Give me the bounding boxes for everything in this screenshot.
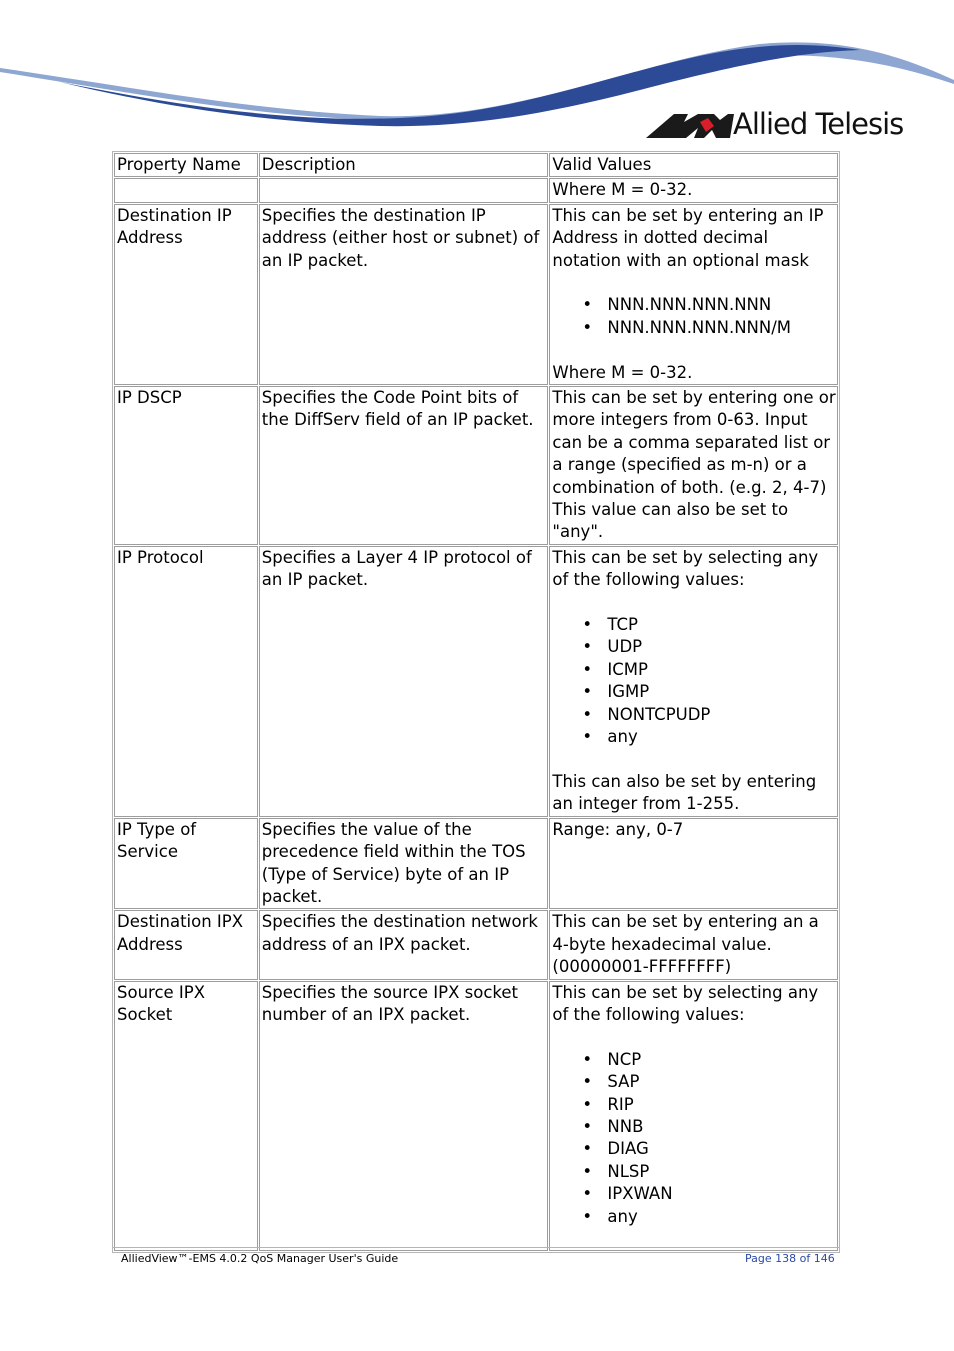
- table-row: [114, 981, 838, 1251]
- description-cell: Specifies the destination IP address (either host or subnet) of an IP packet.: [259, 204, 549, 385]
- valid-values-text: This can be set by entering one or more integers from 0-63. Input can be a comma separated list or a range (specified as m-n) or a combination of both. (e.g. 2, 4-7) This value can also be set to "any".: [552, 388, 836, 542]
- valid-values-cell: [549, 386, 838, 545]
- valid-values-cell: [549, 178, 838, 202]
- list-item: • ICMP: [607, 659, 837, 681]
- property-name-cell: IP Protocol: [114, 546, 258, 817]
- valid-values-cell: [549, 981, 838, 1251]
- spacer: [552, 272, 837, 294]
- logo-wordmark: Allied Telesis: [733, 107, 904, 141]
- valid-values-text: This can be set by selecting any of the following values:: [552, 547, 819, 590]
- list-item: • RIP: [607, 1094, 837, 1116]
- valid-values-text: Range: any, 0-7: [552, 819, 684, 839]
- table-row: [114, 910, 838, 979]
- footer-divider: [112, 1247, 840, 1248]
- description-cell: Specifies the value of the precedence field within the TOS (Type of Service) byte of an IP packet.: [259, 818, 549, 910]
- property-name-cell: IP Type of Service: [114, 818, 258, 910]
- property-name-cell: Destination IPX Address: [114, 910, 258, 979]
- table-header-row: [114, 153, 838, 177]
- valid-values-text: Where M = 0-32.: [552, 362, 693, 382]
- list-item: • any: [607, 1206, 837, 1228]
- valid-values-text: This can be set by entering an a 4-byte hexadecimal value. (00000001-FFFFFFFF): [552, 912, 819, 977]
- valid-values-list: [552, 294, 837, 339]
- property-name-cell: Source IPX Socket: [114, 981, 258, 1251]
- table-row: [114, 386, 838, 545]
- valid-values-text: This can be set by selecting any of the following values:: [552, 982, 819, 1024]
- list-item: • SAP: [607, 1071, 837, 1093]
- list-item: • NONTCPUDP: [607, 704, 837, 726]
- header-description: Description: [259, 153, 549, 177]
- property-table-container: [112, 151, 840, 1253]
- description-cell: [259, 178, 549, 202]
- list-item: • NLSP: [607, 1161, 837, 1183]
- description-cell: Specifies the Code Point bits of the DiffServ field of an IP packet.: [259, 386, 549, 545]
- list-item: • NNN.NNN.NNN.NNN: [607, 294, 837, 316]
- description-cell: Specifies the source IPX socket number of an IPX packet.: [259, 981, 549, 1251]
- header-valid-values: Valid Values: [549, 153, 838, 177]
- valid-values-list: [552, 1049, 837, 1228]
- table-row: [114, 546, 838, 817]
- valid-values-cell: [549, 546, 838, 817]
- property-name-cell: IP DSCP: [114, 386, 258, 545]
- valid-values-cell: [549, 818, 838, 910]
- description-cell: Specifies the destination network address of an IPX packet.: [259, 910, 549, 979]
- list-item: • any: [607, 726, 837, 748]
- spacer: [552, 1026, 837, 1048]
- list-item: • NNB: [607, 1116, 837, 1138]
- table-row: [114, 818, 838, 910]
- footer-page-number: Page 138 of 146: [745, 1252, 835, 1265]
- list-item: • NNN.NNN.NNN.NNN/M: [607, 317, 837, 339]
- spacer: [552, 592, 837, 614]
- valid-values-text: Where M = 0-32.: [552, 180, 693, 200]
- spacer: [552, 749, 837, 771]
- list-item: • IGMP: [607, 681, 837, 703]
- table-row: [114, 204, 838, 385]
- valid-values-cell: [549, 910, 838, 979]
- property-name-cell: [114, 178, 258, 202]
- spacer: [552, 339, 837, 361]
- property-table: [112, 151, 840, 1253]
- valid-values-cell: [549, 204, 838, 385]
- footer-document-title: AlliedView™-EMS 4.0.2 QoS Manager User's Guide: [121, 1252, 399, 1265]
- description-cell: Specifies a Layer 4 IP protocol of an IP packet.: [259, 546, 549, 817]
- valid-values-list: [552, 614, 837, 748]
- header-property-name: Property Name: [114, 153, 258, 177]
- list-item: • DIAG: [607, 1138, 837, 1160]
- property-name-cell: Destination IP Address: [114, 204, 258, 385]
- valid-values-text: This can also be set by entering an integer from 1-255.: [552, 771, 817, 814]
- list-item: • IPXWAN: [607, 1183, 837, 1205]
- table-row: [114, 178, 838, 202]
- list-item: • UDP: [607, 636, 837, 658]
- list-item: • NCP: [607, 1049, 837, 1071]
- list-item: • TCP: [607, 614, 837, 636]
- valid-values-text: This can be set by entering an IP Address in dotted decimal notation with an optional mask: [552, 205, 824, 270]
